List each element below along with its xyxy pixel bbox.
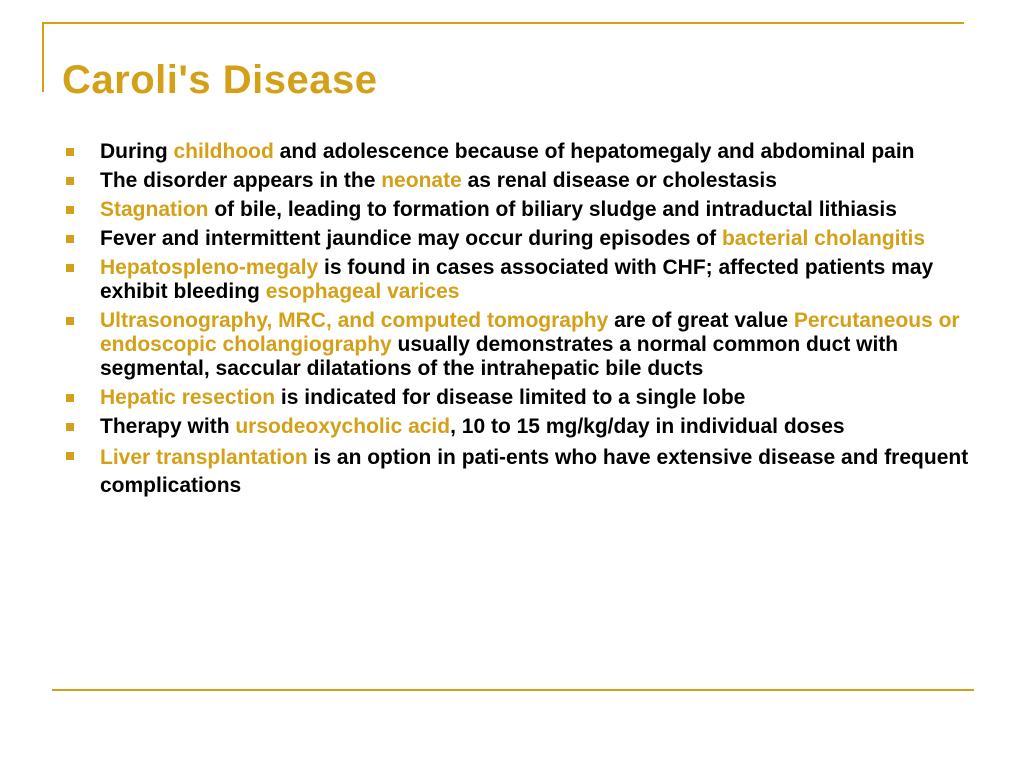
- square-bullet-icon: [66, 235, 74, 243]
- highlight-term: esophageal varices: [265, 280, 460, 303]
- frame-top-rule: [42, 22, 964, 24]
- highlight-term: Stagnation: [100, 198, 209, 221]
- slide-title: Caroli's Disease: [62, 58, 378, 102]
- bullet-item: [62, 227, 982, 251]
- bullet-text: Fever and intermittent jaundice may occur during episodes of: [100, 227, 722, 250]
- bullet-item: [62, 169, 982, 193]
- bullet-text: During: [100, 140, 174, 163]
- highlight-term: Liver transplantation: [100, 446, 308, 469]
- bullet-text: are of great value: [608, 309, 794, 332]
- square-bullet-icon: [66, 206, 74, 214]
- bullet-item: [62, 140, 982, 164]
- highlight-term: Hepatic resection: [100, 386, 276, 409]
- bullet-text: is indicated for disease limited to a single lobe: [275, 386, 746, 409]
- highlight-term: Ultrasonography, MRC, and computed tomography: [100, 309, 609, 332]
- bullet-text: usually demonstrates a normal common duct with segmental, saccular dilatations of the intrahepatic bile ducts: [100, 333, 899, 380]
- frame-left-rule: [42, 22, 44, 92]
- bullet-text: , 10 to 15 mg/kg/day in individual doses: [450, 415, 845, 438]
- highlight-term: Percutaneous or endoscopic cholangiography: [100, 309, 960, 356]
- bullet-text: of bile, leading to formation of biliary sludge and intraductal lithiasis: [208, 198, 897, 221]
- square-bullet-icon: [66, 148, 74, 156]
- bullet-text: and adolescence because of hepatomegaly and abdominal pain: [273, 140, 915, 163]
- square-bullet-icon: [66, 177, 74, 185]
- highlight-term: bacterial cholangitis: [721, 227, 926, 250]
- bullet-list: [62, 140, 982, 505]
- square-bullet-icon: [66, 423, 74, 431]
- square-bullet-icon: [66, 264, 74, 272]
- highlight-term: Hepatospleno-megaly: [100, 256, 319, 279]
- bullet-text: The disorder appears in the: [100, 169, 382, 192]
- bullet-item: [62, 256, 982, 304]
- frame-bottom-rule: [52, 689, 974, 691]
- square-bullet-icon: [66, 317, 74, 325]
- bullet-item: [62, 386, 982, 410]
- bullet-item: [62, 198, 982, 222]
- square-bullet-icon: [66, 394, 74, 402]
- bullet-item: [62, 309, 982, 381]
- square-bullet-icon: [66, 452, 74, 460]
- bullet-text: is found in cases associated with CHF; affected patients may exhibit bleeding: [100, 256, 934, 303]
- highlight-term: childhood: [173, 140, 274, 163]
- bullet-text: as renal disease or cholestasis: [461, 169, 777, 192]
- highlight-term: neonate: [381, 169, 462, 192]
- bullet-item: [62, 415, 982, 439]
- highlight-term: ursodeoxycholic acid: [235, 415, 451, 438]
- bullet-item: [62, 444, 982, 500]
- bullet-text: is an option in pati-ents who have extensive disease and frequent complications: [100, 446, 969, 497]
- bullet-text: Therapy with: [100, 415, 236, 438]
